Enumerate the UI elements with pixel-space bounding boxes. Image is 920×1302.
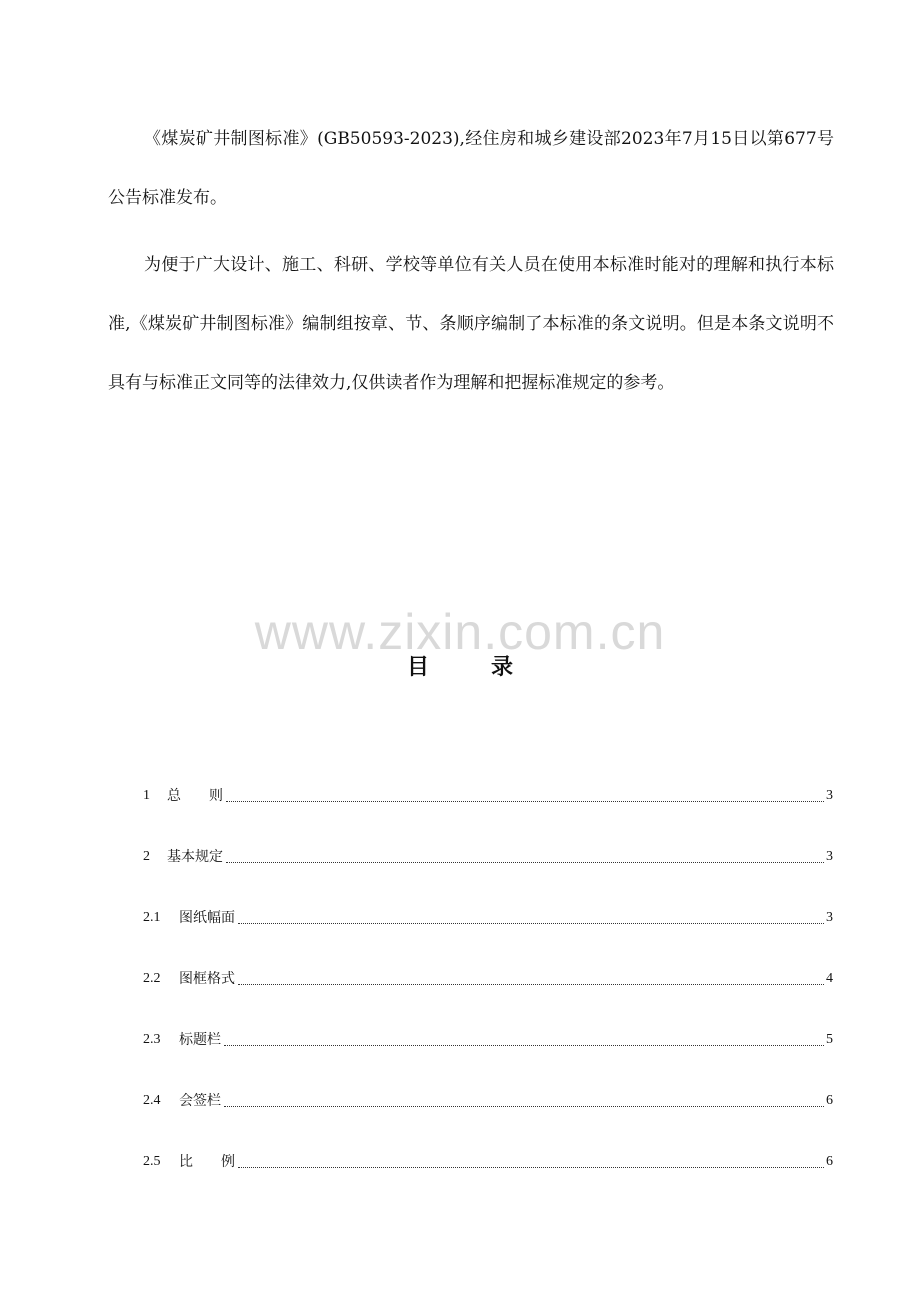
watermark: www.zixin.com.cn — [254, 604, 666, 660]
toc-leader-dots — [224, 1023, 824, 1046]
toc-entry-page: 3 — [826, 910, 833, 925]
toc-entry-number: 2.4 — [143, 1093, 161, 1108]
toc-leader-dots — [238, 901, 824, 924]
toc-entry[interactable] — [143, 779, 833, 840]
toc-entry[interactable] — [143, 1145, 833, 1206]
toc-entry-number: 2.2 — [143, 971, 161, 986]
toc-entry-page: 4 — [826, 971, 833, 986]
toc-entry-label: 图纸幅面 — [179, 910, 235, 926]
toc-title-left: 目 — [406, 654, 429, 680]
toc-entry-number: 2 — [143, 849, 150, 864]
toc-leader-dots — [238, 962, 824, 985]
intro-paragraph: 《煤炭矿井制图标准》(GB50593-2023),经住房和城乡建设部2023年7月15日以第677号公告标准发布。 — [108, 129, 834, 208]
toc-leader-dots — [226, 840, 824, 863]
toc-leader-dots — [224, 1084, 824, 1107]
toc-leader-dots — [238, 1145, 824, 1168]
toc-entry[interactable] — [143, 962, 833, 1023]
table-of-contents — [143, 779, 833, 1206]
toc-leader-dots — [226, 779, 824, 802]
toc-entry-label: 图框格式 — [179, 971, 235, 987]
toc-entry-label: 标题栏 — [179, 1032, 221, 1048]
toc-entry-page: 3 — [826, 849, 833, 864]
toc-title — [0, 650, 920, 681]
toc-entry-label: 基本规定 — [167, 849, 223, 865]
toc-entry[interactable] — [143, 1084, 833, 1145]
toc-entry-number: 2.1 — [143, 910, 161, 925]
toc-title-right: 录 — [491, 654, 514, 680]
toc-entry-page: 5 — [826, 1032, 833, 1047]
toc-entry-number: 2.3 — [143, 1032, 161, 1047]
toc-entry-number: 1 — [143, 788, 150, 803]
toc-entry-number: 2.5 — [143, 1154, 161, 1169]
explanation-paragraph: 为便于广大设计、施工、科研、学校等单位有关人员在使用本标准时能对的理解和执行本标准,《煤炭矿井制图标准》编制组按章、节、条顺序编制了本标准的条文说明。但是本条文说明不具有与标准正文同等的法律效力,仅供读者作为理解和把握标准规定的参考。 — [108, 255, 834, 393]
toc-entry-page: 3 — [826, 788, 833, 803]
toc-entry-label: 比 例 — [179, 1154, 235, 1170]
toc-entry[interactable] — [143, 1023, 833, 1084]
toc-entry-page: 6 — [826, 1093, 833, 1108]
toc-entry[interactable] — [143, 901, 833, 962]
toc-entry-label: 会签栏 — [179, 1093, 221, 1109]
toc-entry-page: 6 — [826, 1154, 833, 1169]
toc-entry-label: 总 则 — [167, 788, 223, 804]
toc-entry[interactable] — [143, 840, 833, 901]
